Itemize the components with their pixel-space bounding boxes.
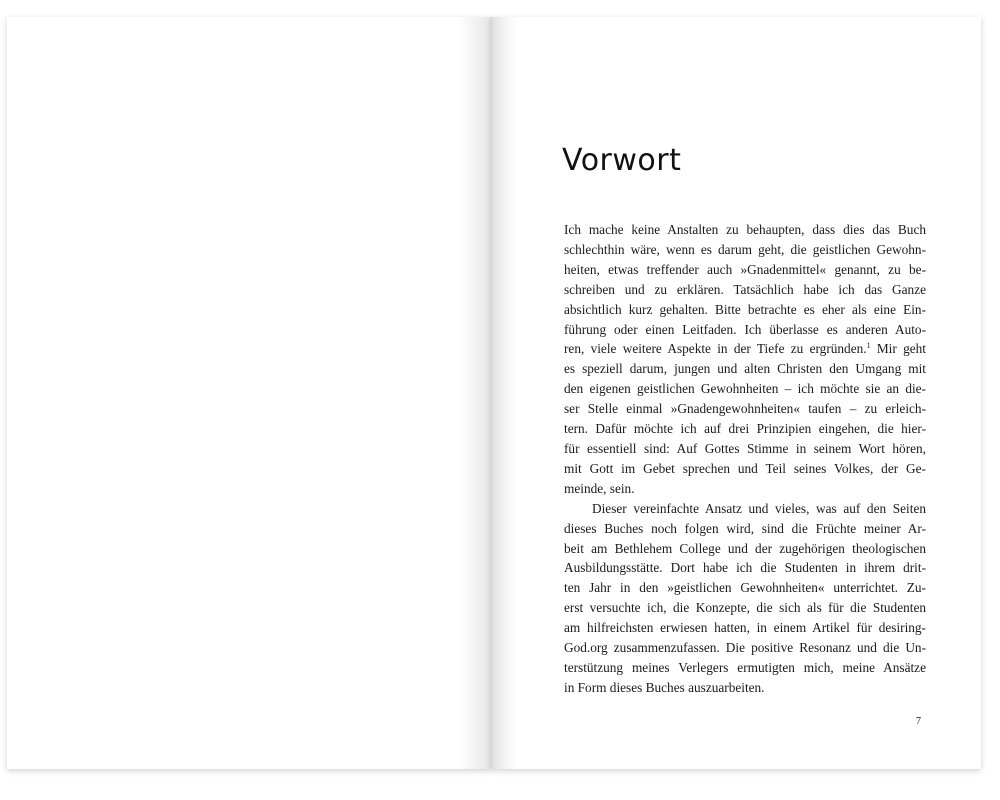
- text-line: absichtlich kurz gehalten. Bitte betrachte es eher als eine Ein-: [564, 301, 926, 317]
- text-line: erst versuchte ich, die Konzepte, die sich als für die Studenten: [564, 600, 926, 616]
- body-text: [564, 220, 926, 698]
- text-line: am hilfreichsten erwiesen hatten, in einem Artikel für desiring-: [564, 620, 926, 636]
- footnote-marker: 1: [866, 341, 871, 351]
- text-line: in Form dieses Buches auszuarbeiten.: [564, 679, 765, 695]
- text-line: führung oder einen Leitfaden. Ich überlasse es anderen Auto-: [564, 321, 926, 337]
- text-line: terstützung meines Verlegers ermutigten mich, meine Ansätze: [564, 659, 926, 675]
- book-gutter: [491, 17, 494, 769]
- text-line: schlechthin wäre, wenn es darum geht, die geistlichen Gewohn-: [564, 241, 926, 257]
- text-line: schreiben und zu erklären. Tatsächlich habe ich das Ganze: [564, 281, 926, 297]
- left-page: [7, 17, 493, 769]
- text-line: den eigenen geistlichen Gewohnheiten – ich möchte sie an die-: [564, 381, 926, 397]
- text-line: ser Stelle einmal »Gnadengewohnheiten« taufen – zu erleich-: [564, 401, 926, 417]
- text-line: für essentiell sind: Auf Gottes Stimme in seinem Wort hören,: [564, 440, 926, 456]
- text-line: es speziell darum, jungen und alten Christen den Umgang mit: [564, 361, 926, 377]
- page-number: 7: [916, 716, 921, 727]
- chapter-title: Vorwort: [562, 143, 682, 178]
- text-line: God.org zusammenzufassen. Die positive Resonanz und die Un-: [564, 640, 926, 656]
- text-line: mit Gott im Gebet sprechen und Teil seines Volkes, der Ge-: [564, 460, 926, 476]
- text-segment: ren, viele weitere Aspekte in der Tiefe zu ergründen.: [564, 341, 867, 357]
- text-line: meinde, sein.: [564, 480, 635, 496]
- text-line-with-footnote: [564, 339, 926, 359]
- text-line: heiten, etwas treffender auch »Gnadenmittel« genannt, zu be-: [564, 261, 926, 277]
- text-line: beit am Bethlehem College und der zugehörigen theologischen: [564, 540, 926, 556]
- text-line: Dieser vereinfachte Ansatz und vieles, was auf den Seiten: [592, 500, 926, 516]
- text-line: Ausbildungsstätte. Dort habe ich die Studenten in ihrem drit-: [564, 560, 926, 576]
- text-line: tern. Dafür möchte ich auf drei Prinzipien eingehen, die hier-: [564, 421, 926, 437]
- text-line: ten Jahr in den »geistlichen Gewohnheiten« unterrichtet. Zu-: [564, 580, 926, 596]
- text-segment: Mir geht: [870, 341, 926, 357]
- text-line: dieses Buches noch folgen wird, sind die Früchte meiner Ar-: [564, 520, 926, 536]
- text-line: Ich mache keine Anstalten zu behaupten, dass dies das Buch: [564, 222, 926, 237]
